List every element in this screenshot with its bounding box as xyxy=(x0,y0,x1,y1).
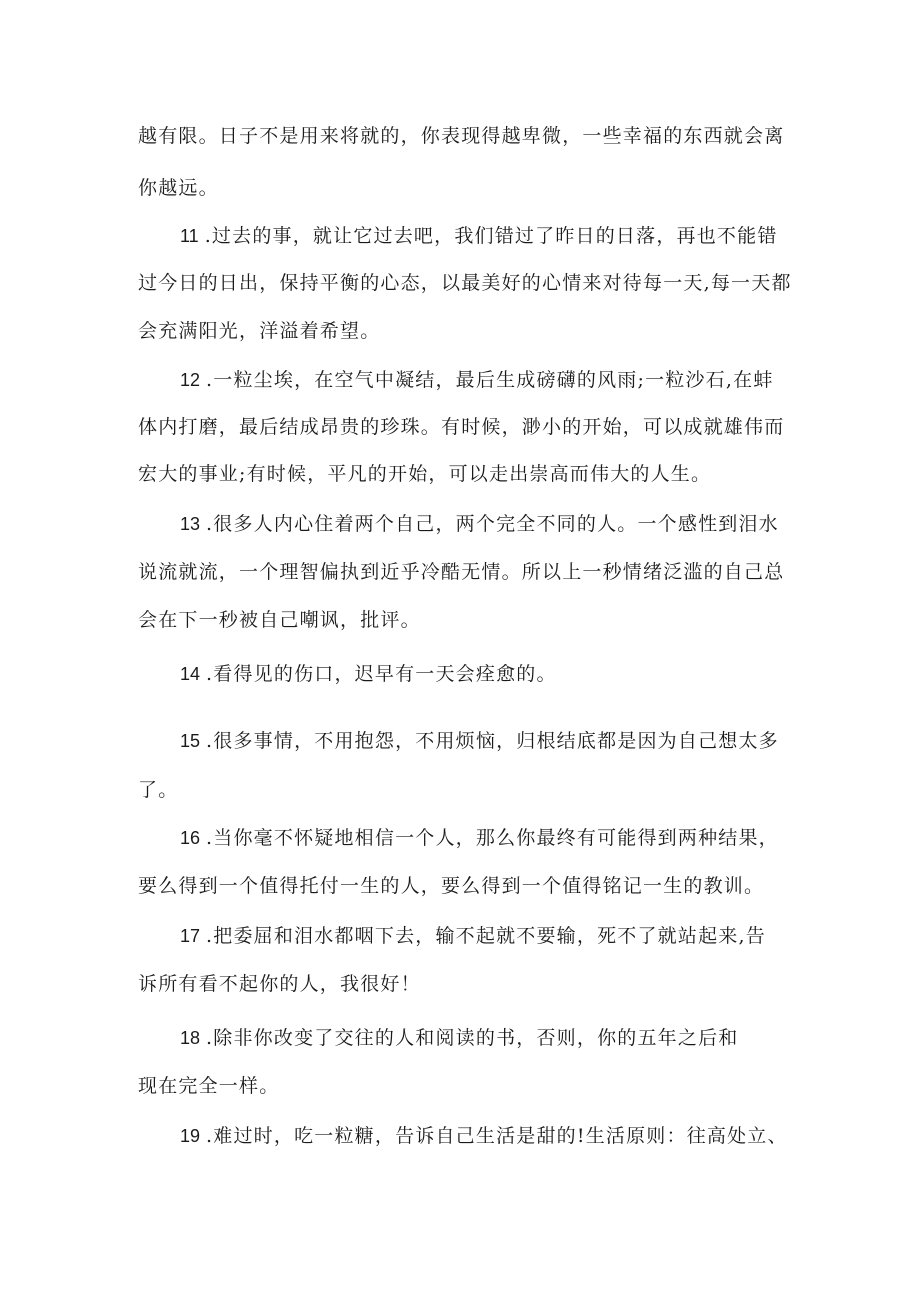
paragraph-line: 要么得到一个值得托付一生的人，要么得到一个值得铭记一生的教训。 xyxy=(138,875,765,897)
item-number: 12 xyxy=(180,370,201,390)
paragraph-line: 越有限。日子不是用来将就的，你表现得越卑微，一些幸福的东西就会离 xyxy=(138,125,785,147)
list-item-11: 11 .过去的事，就让它过去吧，我们错过了昨日的日落，再也不能错 xyxy=(180,225,778,247)
list-item-15: 15 .很多事情，不用抱怨，不用烦恼，归根结底都是因为自己想太多 xyxy=(180,730,779,752)
paragraph-line: 会在下一秒被自己嘲讽，批评。 xyxy=(138,609,421,631)
paragraph-line: 体内打磨，最后结成昂贵的珍珠。有时候，渺小的开始，可以成就雄伟而 xyxy=(138,416,785,438)
list-item-18: 18 .除非你改变了交往的人和阅读的书，否则，你的五年之后和 xyxy=(180,1027,739,1049)
list-item-14: 14 .看得见的伤口，迟早有一天会痊愈的。 xyxy=(180,663,557,685)
list-item-12: 12 .一粒尘埃，在空气中凝结，最后生成磅礴的风雨;一粒沙石,在蚌 xyxy=(180,369,774,391)
item-number: 18 xyxy=(180,1028,201,1048)
paragraph-line: 过今日的日出，保持平衡的心态，以最美好的心情来对待每一天,每一天都 xyxy=(138,272,792,294)
item-number: 17 xyxy=(180,926,201,946)
item-number: 19 xyxy=(180,1126,201,1146)
list-item-16: 16 .当你毫不怀疑地相信一个人，那么你最终有可能得到两种结果， xyxy=(180,827,779,849)
paragraph-line: 会充满阳光，洋溢着希望。 xyxy=(138,320,381,342)
paragraph-line: 诉所有看不起你的人，我很好！ xyxy=(138,973,421,995)
list-item-17: 17 .把委屈和泪水都咽下去，输不起就不要输，死不了就站起来,告 xyxy=(180,925,766,947)
list-item-13: 13 .很多人内心住着两个自己，两个完全不同的人。一个感性到泪水 xyxy=(180,513,779,535)
item-number: 11 xyxy=(180,226,199,246)
paragraph-line: 宏大的事业;有时候，平凡的开始，可以走出崇高而伟大的人生。 xyxy=(138,463,712,485)
item-number: 15 xyxy=(180,731,201,751)
item-number: 14 xyxy=(180,664,201,684)
paragraph-line: 说流就流，一个理智偏执到近乎冷酷无情。所以上一秒情绪泛滥的自己总 xyxy=(138,561,785,583)
item-number: 16 xyxy=(180,828,201,848)
paragraph-line: 现在完全一样。 xyxy=(138,1075,280,1097)
paragraph-line: 你越远。 xyxy=(138,177,219,199)
item-number: 13 xyxy=(180,514,201,534)
list-item-19: 19 .难过时，吃一粒糖，告诉自己生活是甜的!生活原则：往高处立、 xyxy=(180,1125,788,1147)
paragraph-line: 了。 xyxy=(138,779,179,801)
